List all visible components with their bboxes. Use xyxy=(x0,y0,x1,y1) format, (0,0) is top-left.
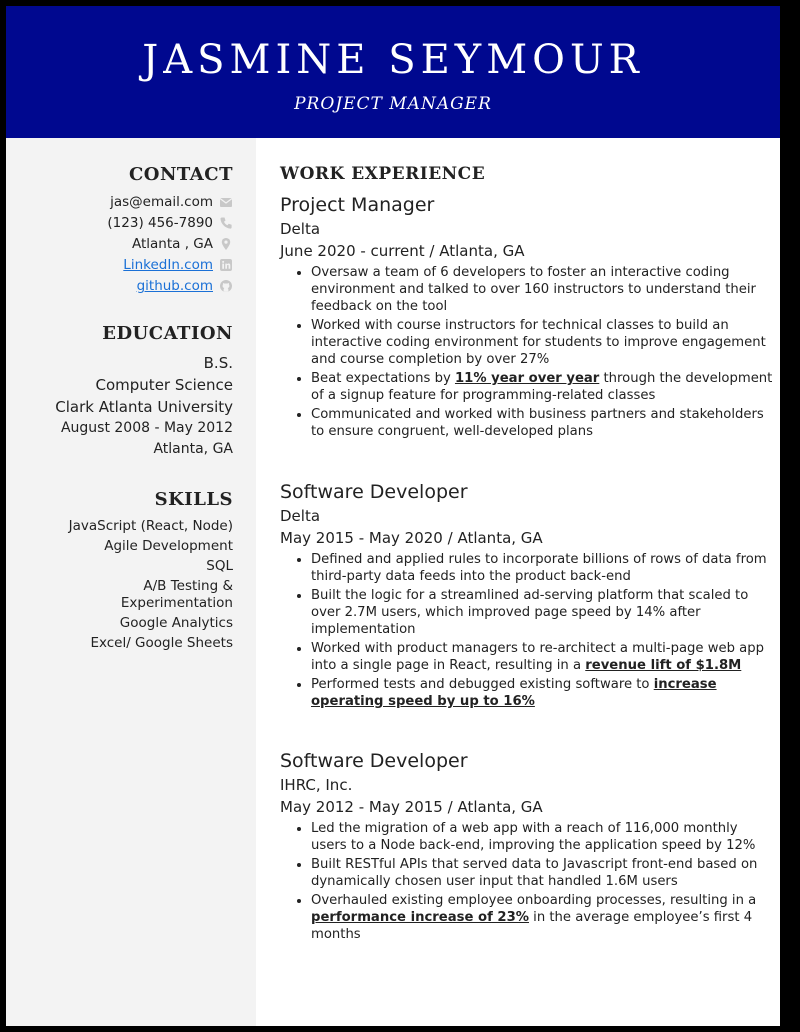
github-icon xyxy=(219,279,233,293)
skill-item: Agile Development xyxy=(104,538,233,554)
bullet-item xyxy=(311,676,773,710)
contact-location xyxy=(132,234,233,254)
job-title: Project Manager xyxy=(280,194,435,216)
bullet-highlight: 11% year over year xyxy=(454,371,600,386)
bullet-item xyxy=(311,892,773,943)
contact-heading: CONTACT xyxy=(128,164,233,185)
job-title: Software Developer xyxy=(280,481,468,503)
bullet-item: • Led the migration of a web app with a reach of 116,000 monthly users to a Node back-end, improving the application speed by 12% xyxy=(311,820,773,854)
bullet-highlight: performance increase of 23% xyxy=(311,910,529,925)
education-school: Clark Atlanta University xyxy=(55,398,233,416)
bullet-highlight: increase operating speed by up to 16% xyxy=(311,677,717,709)
bullet-text: Performed tests and debugged existing software to xyxy=(311,677,654,692)
job-bullets xyxy=(290,264,773,442)
job-bullets xyxy=(290,820,773,945)
location-pin-icon xyxy=(219,237,233,251)
job-dates: May 2015 - May 2020 / Atlanta, GA xyxy=(280,529,543,547)
skill-item: SQL xyxy=(206,558,233,574)
education-dates: August 2008 - May 2012 xyxy=(60,420,233,436)
sidebar xyxy=(6,138,256,1026)
bullet-text: Beat expectations by xyxy=(311,371,455,386)
education-location: Atlanta, GA xyxy=(153,441,233,457)
skill-item: Excel/ Google Sheets xyxy=(90,635,233,651)
bullet-text: through the development of a signup feature for programming-related classes xyxy=(311,371,773,403)
github-link[interactable]: github.com xyxy=(136,278,213,294)
bullet-item xyxy=(311,640,773,674)
linkedin-link[interactable]: LinkedIn.com xyxy=(123,257,213,273)
bullet-item: • Worked with course instructors for technical classes to build an interactive coding environment for students to improve engagement and course completion by over 27% xyxy=(311,317,773,368)
phone-text: (123) 456-7890 xyxy=(107,215,213,231)
phone-icon xyxy=(219,216,233,230)
job-dates: May 2012 - May 2015 / Atlanta, GA xyxy=(280,798,543,816)
candidate-title: PROJECT MANAGER xyxy=(294,94,492,114)
bullet-item xyxy=(311,370,773,404)
bullet-text: Worked with product managers to re-architect a multi-page web app into a single page in React, resulting in a xyxy=(311,641,764,673)
contact-github xyxy=(137,276,233,296)
resume-page xyxy=(6,6,780,1026)
work-experience-heading: WORK EXPERIENCE xyxy=(280,164,486,184)
job-company: Delta xyxy=(280,507,321,525)
skill-item: A/B Testing & xyxy=(143,578,233,594)
bullet-highlight: revenue lift of $1.8M xyxy=(585,658,742,673)
contact-linkedin xyxy=(123,255,233,275)
bullet-item: • Built RESTful APIs that served data to Javascript front-end based on dynamically chosen user input that handled 1.6M users xyxy=(311,856,773,890)
email-text: jas@email.com xyxy=(110,194,213,210)
candidate-name: JASMINE SEYMOUR xyxy=(142,37,644,83)
header-banner xyxy=(6,6,780,138)
bullet-text: in the average employee’s first 4 months xyxy=(311,910,753,942)
education-major: Computer Science xyxy=(95,376,233,394)
bullet-item: • Communicated and worked with business partners and stakeholders to ensure congruent, well-developed plans xyxy=(311,406,773,440)
envelope-icon xyxy=(219,195,233,209)
skill-item: JavaScript (React, Node) xyxy=(68,518,233,534)
job-bullets xyxy=(290,551,773,712)
job-company: Delta xyxy=(280,220,321,238)
bullet-text: Overhauled existing employee onboarding processes, resulting in a xyxy=(311,893,757,908)
skill-item: Experimentation xyxy=(120,595,233,611)
bullet-item: • Built the logic for a streamlined ad-serving platform that scaled to over 2.7M users, which improved page speed by 14% after implementation xyxy=(311,587,773,638)
skills-heading: SKILLS xyxy=(154,489,233,510)
linkedin-icon xyxy=(219,258,233,272)
contact-email xyxy=(110,192,233,212)
education-degree: B.S. xyxy=(203,354,233,372)
contact-phone xyxy=(107,213,233,233)
bullet-item: • Defined and applied rules to incorporate billions of rows of data from third-party data feeds into the product back-end xyxy=(311,551,773,585)
bullet-item: • Oversaw a team of 6 developers to foster an interactive coding environment and talked to over 160 instructors to understand their feedback on the tool xyxy=(311,264,773,315)
skill-item: Google Analytics xyxy=(119,615,233,631)
job-title: Software Developer xyxy=(280,750,468,772)
job-dates: June 2020 - current / Atlanta, GA xyxy=(280,242,525,260)
education-heading: EDUCATION xyxy=(102,323,233,344)
location-text: Atlanta , GA xyxy=(131,236,213,252)
job-company: IHRC, Inc. xyxy=(280,776,353,794)
